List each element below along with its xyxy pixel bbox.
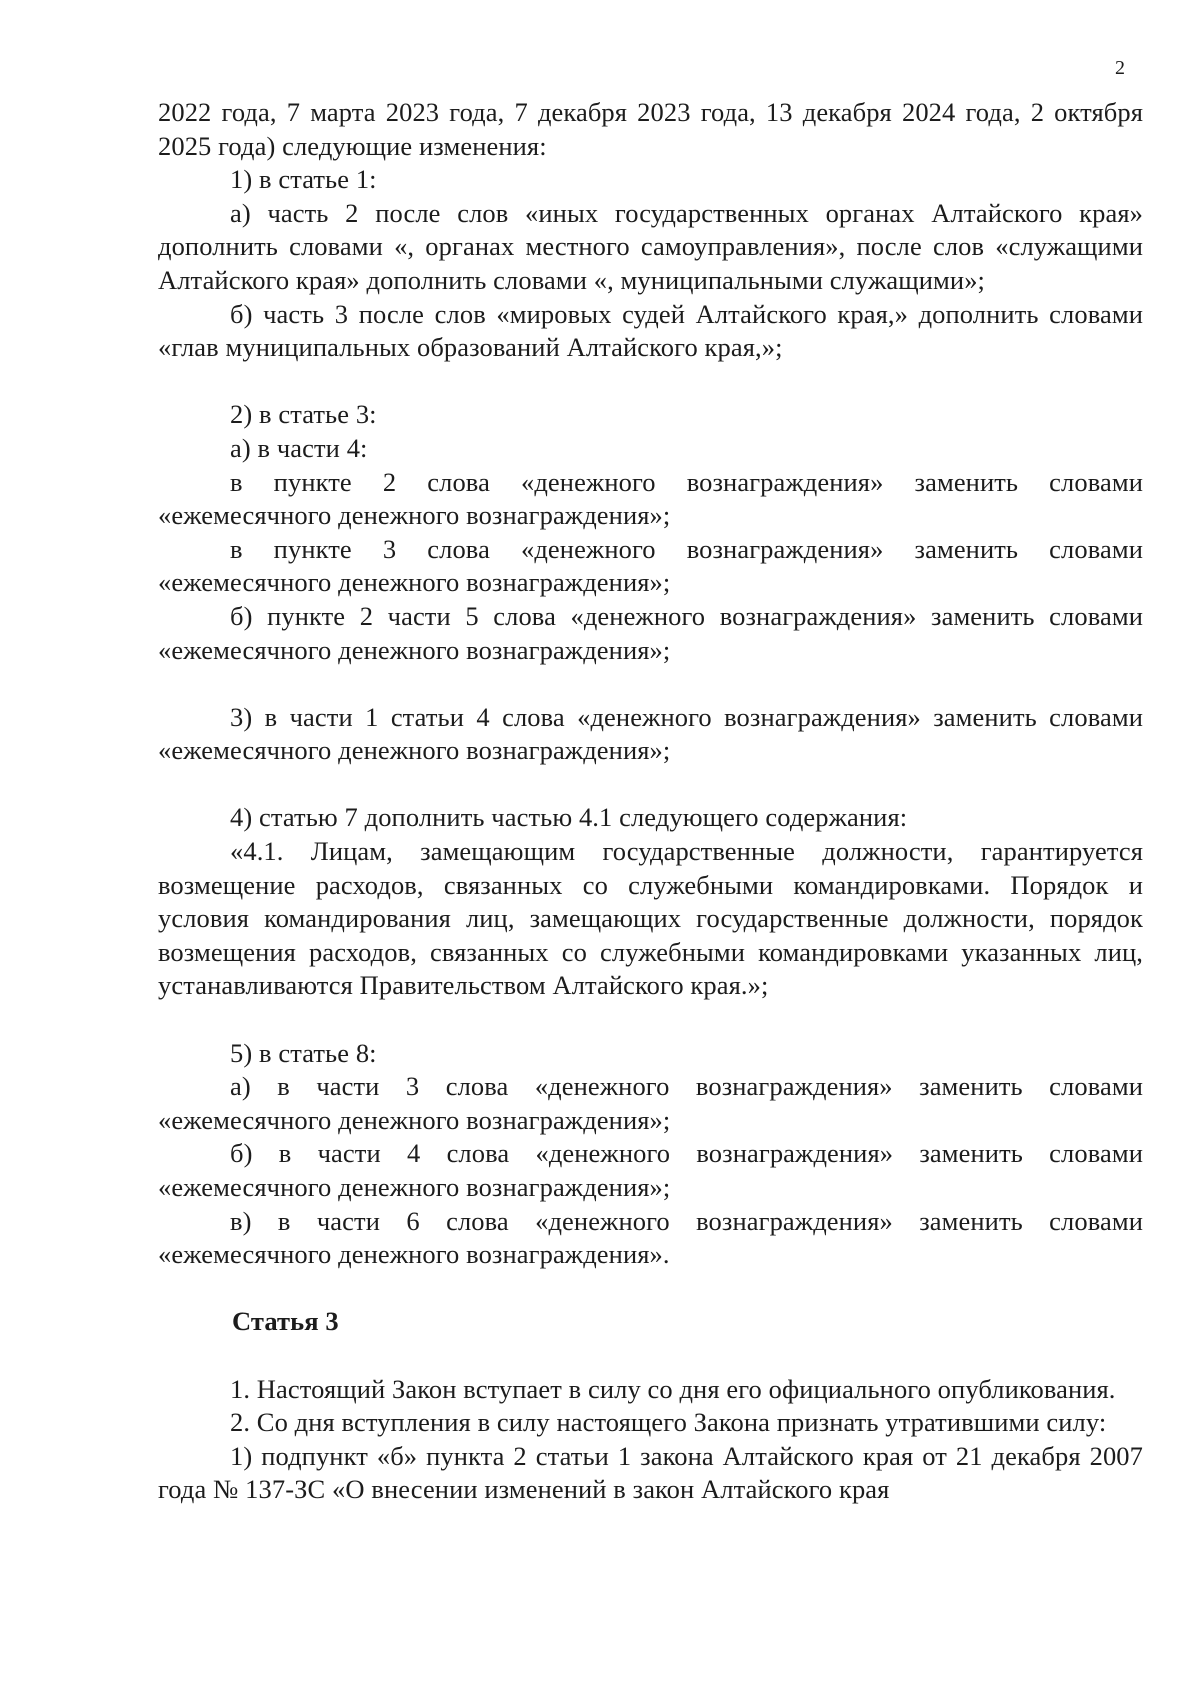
list-item: а) в части 4:: [230, 432, 368, 463]
list-item: 1) подпункт «б» пункта 2 статьи 1 закона Алтайского края от 21 декабря 2007 года № 137-ЗС «О внесении изменений в закон Алтайского края: [158, 1440, 1143, 1505]
spacer: [158, 1339, 1143, 1373]
page-number: 2: [1115, 57, 1125, 79]
spacer: [158, 667, 1143, 701]
list-item: в) в части 6 слова «денежного вознаграждения» заменить словами «ежемесячного денежного вознаграждения».: [158, 1205, 1143, 1270]
list-item: 3) в части 1 статьи 4 слова «денежного вознаграждения» заменить словами «ежемесячного денежного вознаграждения»;: [158, 701, 1143, 766]
list-item: б) пункте 2 части 5 слова «денежного вознаграждения» заменить словами «ежемесячного денежного вознаграждения»;: [158, 600, 1143, 665]
list-item: 4) статью 7 дополнить частью 4.1 следующего содержания:: [230, 802, 908, 833]
list-item: в пункте 2 слова «денежного вознаграждения» заменить словами «ежемесячного денежного вознаграждения»;: [158, 466, 1143, 531]
list-item: б) в части 4 слова «денежного вознаграждения» заменить словами «ежемесячного денежного вознаграждения»;: [158, 1138, 1143, 1202]
quoted-paragraph: «4.1. Лицам, замещающим государственные должности, гарантируется возмещение расходов, связанных со служебными командировками. Порядок и условия командирования лиц, замещающих государственные должности, порядок возмещения расходов, связанных со служебными командировками указанных лиц, устанавливаются Правительством Алтайского края.»;: [158, 836, 1143, 1001]
spacer: [158, 1272, 1143, 1306]
spacer: [158, 768, 1143, 802]
list-item: 1) в статье 1:: [230, 164, 377, 195]
list-item: 2. Со дня вступления в силу настоящего Закона признать утратившими силу:: [230, 1407, 1107, 1438]
document-body: [158, 96, 1143, 1507]
article-heading: Статья 3: [232, 1306, 339, 1337]
list-item: в пункте 3 слова «денежного вознаграждения» заменить словами «ежемесячного денежного вознаграждения»;: [158, 533, 1143, 598]
list-item: б) часть 3 после слов «мировых судей Алтайского края,» дополнить словами «глав муниципальных образований Алтайского края,»;: [158, 298, 1143, 363]
list-item: 5) в статье 8:: [230, 1037, 377, 1068]
list-item: 2) в статье 3:: [230, 399, 377, 430]
list-item: 1. Настоящий Закон вступает в силу со дня его официального опубликования.: [230, 1373, 1116, 1404]
list-item: а) часть 2 после слов «иных государственных органах Алтайского края» дополнить словами «, органах местного самоуправления», после слов «служащими Алтайского края» дополнить словами «, муниципальными служащими»;: [158, 197, 1143, 295]
list-item: а) в части 3 слова «денежного вознаграждения» заменить словами «ежемесячного денежного вознаграждения»;: [158, 1071, 1143, 1135]
paragraph: 2022 года, 7 марта 2023 года, 7 декабря 2023 года, 13 декабря 2024 года, 2 октября 2025 года) следующие изменения:: [158, 97, 1143, 161]
spacer: [158, 365, 1143, 399]
spacer: [158, 1003, 1143, 1037]
